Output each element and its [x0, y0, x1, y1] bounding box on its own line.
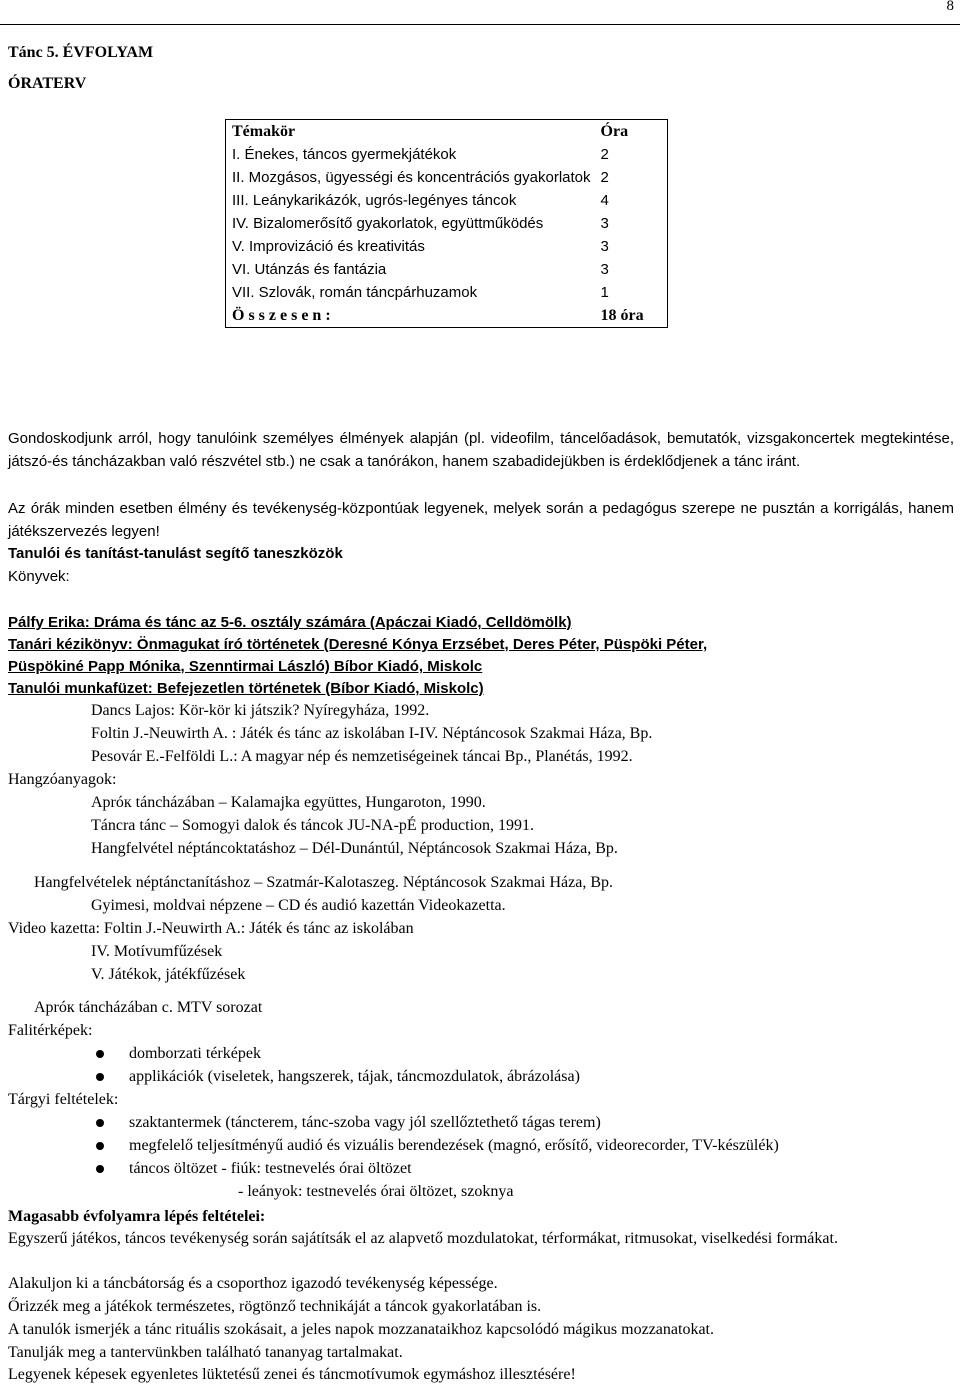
- wall-maps-label: Falitérképek:: [8, 1022, 93, 1039]
- physical-item: szaktantermek (táncterem, tánc-szoba vagy jól szellőztethető tágas terem): [129, 1114, 601, 1131]
- audio-item: Hangfelvételek néptánctanításhoz – Szatmár-Kalotaszeg. Néptáncosok Szakmai Háza, Bp.: [34, 874, 614, 891]
- column-header-topic: Témakör: [232, 123, 296, 140]
- header-rule: [0, 24, 960, 25]
- physical-label: Tárgyi feltételek:: [8, 1091, 119, 1108]
- advance-line: Legyenek képesek egyenletes lüktetésű zenei és táncmotívumok egymáshoz illesztésére!: [8, 1366, 576, 1383]
- book-bold-line: Tanulói munkafüzet: Befejezetlen történetek (Bíbor Kiadó, Miskolc): [8, 680, 484, 697]
- bullet-icon: [96, 1165, 104, 1173]
- column-header-hours: Óra: [600, 123, 629, 140]
- document-subtitle: ÓRATERV: [8, 75, 87, 92]
- book-item: Pesovár E.-Felföldi L.: A magyar nép és nemzetiségeinek táncai Bp., Planétás, 1992.: [91, 748, 633, 765]
- audio-item: Táncra tánc – Somogyi dalok és táncok JU-NA-pÉ production, 1991.: [91, 817, 535, 834]
- table-total-row: [226, 304, 668, 328]
- physical-item: táncos öltözet - fiúk: testnevelés órai öltözet: [129, 1160, 412, 1177]
- advance-paragraph: Egyszerű játékos, táncos tevékenység során sajátítsák el az alapvető mozdulatokat, térformákat, ritmusokat, viselkedési formákat.: [8, 1230, 838, 1247]
- table-row: [226, 189, 668, 212]
- audio-item: Apróк táncházában – Kalamajka együttes, Hungaroton, 1990.: [91, 794, 486, 811]
- lesson-plan-table: [225, 119, 668, 328]
- topic-cell: V. Improvizáció és kreativitás: [232, 238, 425, 255]
- hours-cell: 2: [600, 169, 609, 186]
- book-bold-line: Tanári kézikönyv: Önmagukat író történetek (Deresné Kónya Erzsébet, Deres Péter, Püspöki Péter,: [8, 636, 708, 653]
- topic-cell: VI. Utánzás és fantázia: [232, 261, 387, 278]
- paragraph-activity: Az órák minden esetben élmény és tevékenység-központúak legyenek, melyek során a pedagógus szerepe ne pusztán a korrigálás, hanem játékszervezés legyen!: [8, 500, 954, 540]
- advance-line: A tanulók ismerjék a tánc rituális szokásait, a jeles napok mozzanataikhoz kapcsolódó mágikus mozzanatokat.: [8, 1321, 714, 1338]
- page-number: 8: [946, 0, 954, 14]
- advance-line: Őrizzék meg a játékok természetes, rögtönző technikáját a táncok gyakorlatában is.: [8, 1298, 542, 1315]
- advance-heading: Magasabb évfolyamra lépés feltételei:: [8, 1208, 266, 1225]
- audio-item: Gyimesi, moldvai népzene – CD és audió kazettán Videokazetta.: [91, 897, 506, 914]
- book-item: Foltin J.-Neuwirth A. : Játék és tánc az iskolában I-IV. Néptáncosok Szakmai Háza, Bp.: [91, 725, 653, 742]
- table-row: [226, 143, 668, 166]
- topic-cell: IV. Bizalomerősítő gyakorlatok, együttműködés: [232, 215, 544, 232]
- hours-cell: 3: [600, 261, 609, 278]
- books-label: Könyvek:: [8, 568, 70, 585]
- topic-cell: I. Énekes, táncos gyermekjátékok: [232, 146, 457, 163]
- mtv-line: Apróк táncházában c. MTV sorozat: [34, 999, 263, 1016]
- wall-map-item: applikációk (viseletek, hangszerek, tájak, táncmozdulatok, ábrázolása): [129, 1068, 580, 1085]
- bullet-icon: [96, 1073, 104, 1081]
- bullet-icon: [96, 1050, 104, 1058]
- bullet-icon: [96, 1119, 104, 1127]
- video-item: V. Játékok, játékfűzések: [91, 966, 246, 983]
- bullet-icon: [96, 1142, 104, 1150]
- physical-item-continuation: - leányok: testnevelés órai öltözet, szoknya: [238, 1183, 514, 1200]
- topic-cell: III. Leánykarikázók, ugrós-legényes táncok: [232, 192, 517, 209]
- paragraph-experiences: Gondoskodjunk arról, hogy tanulóink személyes élmények alapján (pl. videofilm, táncelőadások, bemutatók, vizsgakoncertek megtekintése, játszó-és táncházakban való részvétel stb.) ne csak a tanórákon, hanem szabadidejükben is érdeklődjenek a tánc iránt.: [8, 430, 954, 470]
- audio-item: Hangfelvétel néptáncoktatáshoz – Dél-Dunántúl, Néptáncosok Szakmai Háza, Bp.: [91, 840, 618, 857]
- hours-cell: 4: [600, 192, 609, 209]
- table-row: [226, 281, 668, 304]
- table-row: [226, 166, 668, 189]
- table-row: [226, 258, 668, 281]
- table-header-row: [226, 120, 668, 144]
- hours-cell: 3: [600, 238, 609, 255]
- table-row: [226, 212, 668, 235]
- book-bold-line: Pálfy Erika: Dráma és tánc az 5-6. osztály számára (Apáczai Kiadó, Celldömölk): [8, 614, 572, 631]
- tools-heading: Tanulói és tanítást-tanulást segítő taneszközök: [8, 545, 343, 562]
- total-value: 18 óra: [600, 307, 644, 324]
- hours-cell: 2: [600, 146, 609, 163]
- book-bold-line: Püspökiné Papp Mónika, Szenntirmai László) Bíbor Kiadó, Miskolc: [8, 658, 483, 675]
- topic-cell: II. Mozgásos, ügyességi és koncentrációs gyakorlatok: [232, 169, 591, 186]
- hours-cell: 1: [600, 284, 609, 301]
- video-line: Video kazetta: Foltin J.-Neuwirth A.: Játék és tánc az iskolában: [8, 920, 414, 937]
- video-item: IV. Motívumfűzések: [91, 943, 223, 960]
- hours-cell: 3: [600, 215, 609, 232]
- physical-item: megfelelő teljesítményű audió és vizuális berendezések (magnó, erősítő, videorecorder, TV-készülék): [129, 1137, 779, 1154]
- document-title: Tánc 5. ÉVFOLYAM: [8, 44, 154, 61]
- audio-label: Hangzóanyagok:: [8, 771, 117, 788]
- wall-map-item: domborzati térképek: [129, 1045, 261, 1062]
- advance-line: Alakuljon ki a táncbátorság és a csoporthoz igazodó tevékenység képessége.: [8, 1275, 498, 1292]
- total-label: Ö s s z e s e n :: [232, 307, 331, 324]
- table-row: [226, 235, 668, 258]
- topic-cell: VII. Szlovák, román táncpárhuzamok: [232, 284, 478, 301]
- advance-line: Tanulják meg a tantervünkben található tananyag tartalmakat.: [8, 1344, 403, 1361]
- book-item: Dancs Lajos: Kör-kör ki játszik? Nyíregyháza, 1992.: [91, 702, 430, 719]
